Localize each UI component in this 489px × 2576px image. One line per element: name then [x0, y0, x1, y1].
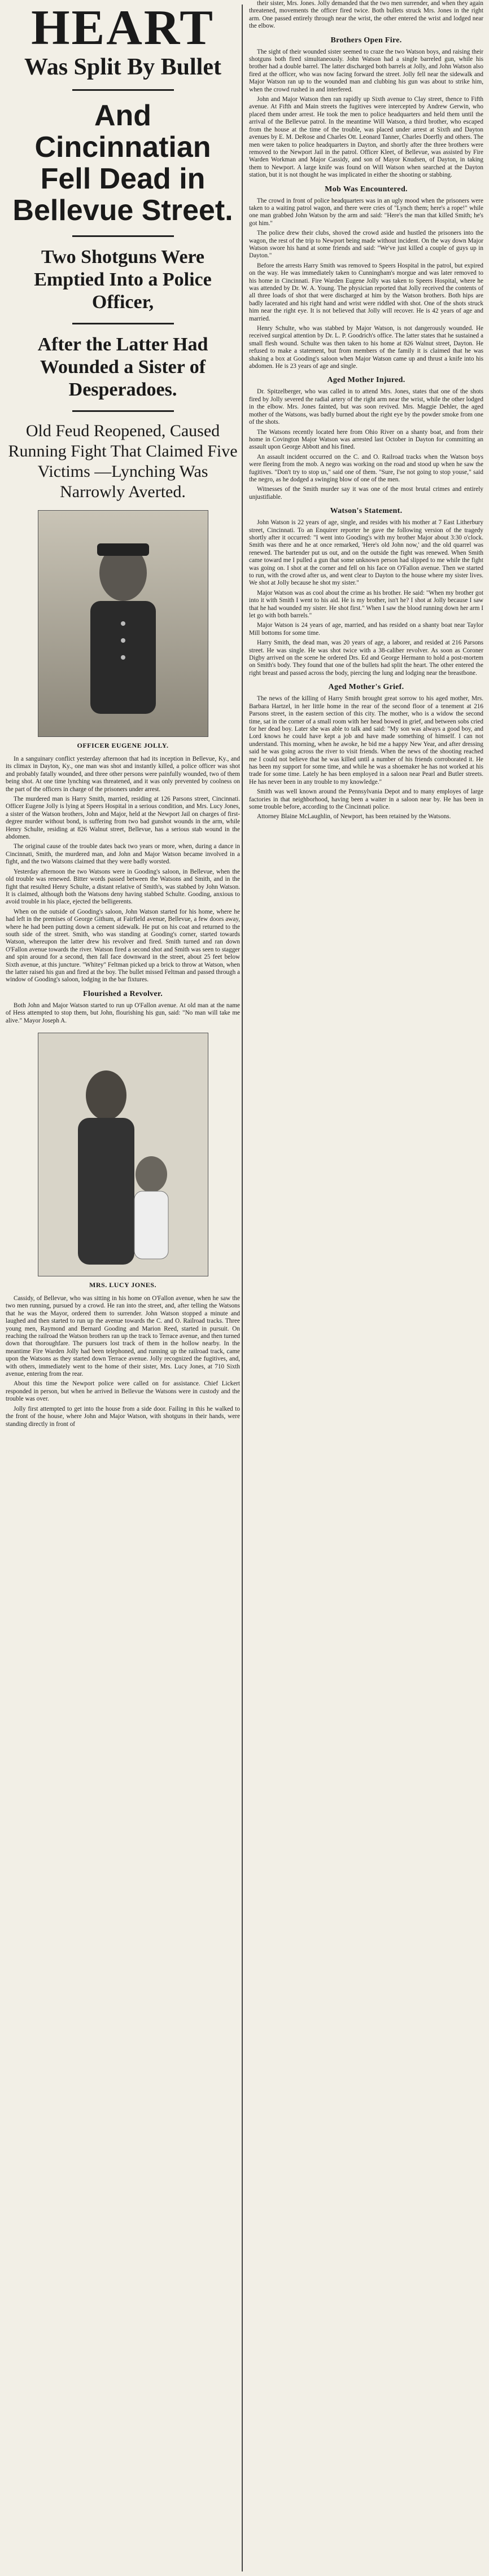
article-paragraph: Cassidy, of Bellevue, who was sitting in his home on O'Fallon avenue, when he saw the two men running, pursued by a crowd. He ran into the street, and, after telling the Watsons that he was the Mayor, ordered them to surrender. John Watson stopped a minute and laughed and then started to run up the avenue towards the C. and O. Railroad tracks. Three young men, Raymond and Bernard Gooding and Marion Reed, started in pursuit. On reaching the railroad the Watson brothers ran up the track to Terrace avenue, and then turned down that thoroughfare. The pursuers lost track of them in the hollow nearby. In the meantime Fire Warden Jolly had been telephoned, and running up the railroad track, came upon the Watsons as they started down Terrace avenue. Jolly recognized the fugitives, and, with others, immediately went to the home of their sister, Mrs. Lucy Jones, at 710 Sixth avenue, entering from the rear.: [6, 1295, 240, 1378]
article-paragraph: An assault incident occurred on the C. and O. Railroad tracks when the Watson boys were fleeing from the mob. A negro was working on the road and stood up when he saw the fugitives. "Don't try to stop us," said one of them. "Sure, I'se not going to stop youse," said the negro, as he dodged a swinging blow of one of the men.: [249, 453, 483, 483]
subhead-mothers-grief: Aged Mother's Grief.: [328, 683, 404, 692]
article-paragraph: Smith was well known around the Pennsylvania Depot and to many employes of large factories in that neighborhood, having been a waiter in a saloon near by. He has been in some trouble before, according to the Cincinnati police.: [249, 788, 483, 810]
headline-heart: HEART: [31, 1, 215, 55]
headline-feud: Old Feud Reopened, Caused Running Fight That Claimed Five Victims —Lynching Was Narrowly Averted.: [8, 422, 238, 501]
article-paragraph: Harry Smith, the dead man, was 20 years of age, a laborer, and resided at 216 Parsons street. He was single. He was shot twice with a 38-caliber revolver. As soon as Coroner Digby arrived on the scene he ordered Drs. Ed and George Hermann to hold a post-mortem on Smith's body. They found that one of the bullets had split the heart. The other entered the right breast and passed across the body, piercing the lung and lodging near the breastbone.: [249, 639, 483, 677]
woman-child-portrait-icon: [38, 1033, 208, 1276]
article-paragraph: their sister, Mrs. Jones. Jolly demanded that the two men surrender, and when they again threatened, movements the officer fired twice. Both bullets struck Mrs. Jones in the right arm. One passed entirely through near the wrist, the other entered the wrist and lodged near the elbow.: [249, 0, 483, 30]
subhead-watson-statement: Watson's Statement.: [330, 507, 403, 516]
article-paragraph: Major Watson is 24 years of age, married, and has resided on a shanty boat near Taylor Mill bottoms for some time.: [249, 622, 483, 637]
headline-shotguns: Two Shotguns Were Emptied Into a Police Officer,: [34, 247, 212, 313]
article-paragraph: John and Major Watson then ran rapidly up Sixth avenue to Clay street, thence to Fifth avenue. At Fifth and Main streets the fugitives were intercepted by Andrew Gerwin, who placed them under arrest. He took the men to police headquarters and held them until the arrival of the Bellevue patrol. In the meantime Will Watson, a third brother, who escaped from the house at the time of the trouble, was placed under arrest at Sixth and Dayton avenues by E. M. DeRose and Charles Ott. Leonard Tanner, Charles Doerfly and others. The men were taken to police headquarters in Dayton, and shortly after the three brothers were removed to the Newport Jail in the patrol. Officer Kleet, of Bellevue, was assisted by Fire Warden Workman and Major Cassidy, and son of Mayor Knudsen, of Dayton, in taking them to Newport. A large knife was found on Will Watson when searched at the Dayton station, but it is not thought he was implicated in either the shooting or stabbing.: [249, 96, 483, 179]
article-paragraph: Jolly first attempted to get into the house from a side door. Failing in this he walked to the front of the house, where John and Major Watson, with shotguns in their hands, were standing directly in front of: [6, 1405, 240, 1428]
article-paragraph: The murdered man is Harry Smith, married, residing at 126 Parsons street, Cincinnati. Officer Eugene Jolly is lying at Speers Hospital in a serious condition, and Mrs. Lucy Jones, a sister of the Watson brothers, John and Major, held at the Newport Jail on charges of first-degree murder without bond, is suffering from two bad gunshot wounds in the arm, while Henry Schulte, residing at 826 Walnut street, Bellevue, has a serious stab wound in the abdomen.: [6, 796, 240, 841]
column-divider: [242, 5, 243, 2571]
article-paragraph: Major Watson was as cool about the crime as his brother. He said: "When my brother got into it with Smith I went to his aid. He is my brother, isn't he? I shot at Jolly because I saw that he had wounded my sister. He shot first." When I saw the blood running down her arm I let go with both barrels.": [249, 589, 483, 620]
officer-jolly-caption: OFFICER EUGENE JOLLY.: [77, 741, 169, 749]
article-paragraph: The news of the killing of Harry Smith brought great sorrow to his aged mother, Mrs. Barbara Hartzel, in her little home in the rear of the second floor of a tenement at 216 Parsons street, in the eastern section of this city. The mother, who is a widow the second time, sat in the corner of a small room with her head bowed in grief, and between sobs cried for her dead boy. Later she was able to talk and said: "My son was always a good boy, and Lord knows he could have kept a job and have made something of himself. I can not understand. This morning, when he awoke, he bid me a happy New Year, and after dressing said he was going across the river to visit friends. When the news of the shooting reached me I could not believe that he was killed until a number of his friends corroborated it. He has been my support for some time, and while he was a shoemaker he has not worked at his trade for some time. Lately he has been employed in a saloon near Pearl and Butler streets. He has never been in any trouble to my knowledge.": [249, 695, 483, 785]
article-paragraph: Witnesses of the Smith murder say it was one of the most brutal crimes and entirely unjustifiable.: [249, 486, 483, 501]
article-paragraph: John Watson is 22 years of age, single, and resides with his mother at 7 East Litherbury street, Cincinnati. To an Enquirer reporter he gave the following version of the tragedy shortly after it occurred: "I went into Gooding's with my brother Major about 3:30 o'clock. Smith was there and he at once remarked, 'Here's old John now,' and the old quarrel was renewed. The bartender put us out, and on the outside the fight was renewed. When Smith came toward me I pulled a gun that some unknown person had slipped to me while the fight was going on. I shot at the corner and fell on his face on O'Fallon avenue. Then we started to run, with the crowd after us, and went clear to Dayton to the house where my sister lives. We shot at Jolly because he shot my sister.": [249, 519, 483, 587]
subhead-brothers: Brothers Open Fire.: [330, 36, 402, 45]
article-paragraph: The police drew their clubs, shoved the crowd aside and hustled the prisoners into the wagon, the rest of the trip to Newport being made without incident. On the way down Major Watson swore his hand at some friends and said: "We've just killed a couple of guys up in Dayton.": [249, 230, 483, 260]
article-paragraph: Dr. Spitzelberger, who was called in to attend Mrs. Jones, states that one of the shots fired by Jolly severed the radial artery of the right arm near the wrist, while the other lodged in the elbow. Mrs. Jones fainted, but was soon revived. Mrs. Maggie Dehler, the aged mother of the Watsons, was badly burned about the right eye by the powder smoke from one of the shots.: [249, 388, 483, 426]
article-paragraph: Both John and Major Watson started to run up O'Fallon avenue. At old man at the name of Hess attempted to stop them, but John, flourishing his gun, said: "No man will take me alive." Mayor Joseph A.: [6, 1002, 240, 1024]
headline-rule: [72, 89, 174, 91]
article-paragraph: The Watsons recently located here from Ohio River on a shanty boat, and from their home in Covington Major Watson was arrested last October in Dayton for committing an assault upon George Abbott and his fined.: [249, 428, 483, 451]
headline-wounded-sister: After the Latter Had Wounded a Sister of Desperadoes.: [37, 334, 208, 400]
article-paragraph: Henry Schulte, who was stabbed by Major Watson, is not dangerously wounded. He received surgical attention by Dr. L. P. Goodrich's office. The latter states that he sustained a small flesh wound. Schulte was then taken to his home at 826 Walnut street, Dayton. He refused to make a statement, but from members of the family it is claimed that he was shaking a box at Gooding's saloon when Major Watson came up and thrust a knife into his abdomen. He is 23 years of age and single.: [249, 325, 483, 370]
article-paragraph: The crowd in front of police headquarters was in an ugly mood when the prisoners were taken to a waiting patrol wagon, and there were cries of "Lynch them; here's a rope!" while one man grabbed John Watson by the arm and said: "Here's the man that killed Smith; he's got him.": [249, 197, 483, 227]
officer-portrait-icon: [38, 511, 208, 736]
article-paragraph: About this time the Newport police were called on for assistance. Chief Lickert responded in person, but when he arrived in Bellevue the Watsons were in custody and the trouble was over.: [6, 1380, 240, 1403]
lucy-jones-caption: MRS. LUCY JONES.: [89, 1281, 156, 1289]
article-paragraph: Before the arrests Harry Smith was removed to Speers Hospital in the patrol, but expired on the way. He was immediately taken to Cunningham's morgue and was later removed to his home in Cincinnati. Fire Warden Eugene Jolly was taken to Speers Hospital, where he was attended by Dr. W. A. Young. The physician reported that Jolly received the contents of all three loads of shot that were discharged at him by the Watson brothers. Both hips are badly lacerated and his right hand and wrist were riddled with shot. One of the shots struck him near the right eye. It is not believed that Jolly will recover. He is 42 years of age and married.: [249, 262, 483, 322]
article-paragraph: In a sanguinary conflict yesterday afternoon that had its inception in Bellevue, Ky., and its climax in Dayton, Ky., one man was shot and instantly killed, a police officer was shot and probably fatally wounded, and three other persons were painfully wounded, two of them being shot. At one time lynching was threatened, and it was only prevented by coolness on the part of the officers in charge of the prisoners under arrest.: [6, 756, 240, 793]
subhead-aged-mother: Aged Mother Injured.: [327, 376, 405, 385]
headline-cincinnatian: And Cincinnatian Fell Dead in Bellevue Street.: [12, 99, 233, 227]
headline-rule: [72, 323, 174, 324]
subhead-mob: Mob Was Encountered.: [325, 185, 408, 194]
headline-split: Was Split By Bullet: [24, 54, 221, 80]
headline-rule: [72, 410, 174, 412]
headline-rule: [72, 235, 174, 237]
article-paragraph: When on the outside of Gooding's saloon, John Watson started for his home, where he had left in the premises of George Githum, at Fairfield avenue, Bellevue, a few doors away, where he had been putting down a cement sidewalk. He put on his coat and returned to the south side of the street. Smith, who was standing at Gooding's corner, started towards Watson, whereupon the latter drew his revolver and fired. Smith turned and ran down O'Fallon avenue towards the river. Watson fired a second shot and Smith was seen to stagger and spin around for a second, then fall face downward in the street, about 25 feet below Sixth avenue, at this juncture. "Whitey" Feltman picked up a brick to throw at Watson, when the latter raised his gun and fired at the boy. The bullet missed Feltman and passed through a window of Gooding's saloon, lodging in the bar fixtures.: [6, 908, 240, 984]
article-paragraph: The sight of their wounded sister seemed to craze the two Watson boys, and raising their shotguns both fired simultaneously. John Watson had a single barreled gun, while his brother had a double barrel. The latter discharged both barrels at Jolly, and John Watson also fired at the officer, who was now facing forward the street. Jolly fell near the sidewalk and Major Watson ran up to the wounded man and clubbing his gun was about to strike him, when the crowd rushed in and interfered.: [249, 48, 483, 93]
right-column: [249, 0, 483, 823]
subhead-flourished: Flourished a Revolver.: [82, 989, 163, 998]
left-column: [6, 0, 240, 1430]
article-paragraph: The original cause of the trouble dates back two years or more, when, during a dance in Cincinnati, Smith, the murdered man, and John and Major Watson became involved in a fight, and the two Watsons claimed that they were badly worsted.: [6, 843, 240, 866]
lucy-jones-photo: [38, 1033, 208, 1276]
article-paragraph: Yesterday afternoon the two Watsons were in Gooding's saloon, in Bellevue, when the old trouble was renewed. Bitter words passed between the Watsons and Smith, and in the fight that resulted Henry Schulte, a distant relative of Smith's, was stabbed by John Watson. It is claimed, although both the Watsons deny having stabbed Schulte. Gooding, anxious to avoid trouble in his place, ejected the belligerents.: [6, 868, 240, 906]
article-paragraph: Attorney Blaine McLaughlin, of Newport, has been retained by the Watsons.: [257, 813, 451, 820]
officer-jolly-photo: [38, 510, 208, 737]
